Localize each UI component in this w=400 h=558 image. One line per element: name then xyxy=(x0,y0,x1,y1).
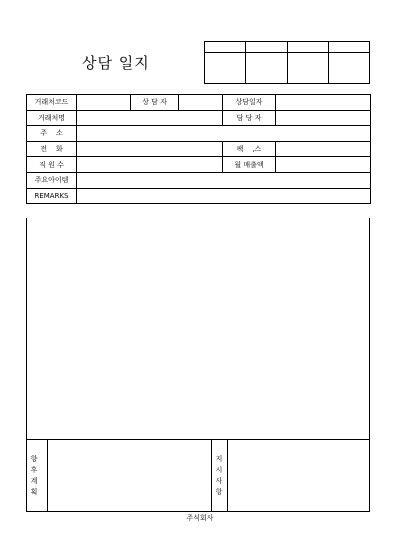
address-label: 주 소 xyxy=(27,126,77,142)
approval-header-cell xyxy=(205,42,246,53)
consultation-form-table xyxy=(26,94,371,204)
bottom-section xyxy=(26,439,370,512)
approval-header-cell xyxy=(328,42,369,53)
partner-code-label: 거래처코드 xyxy=(27,95,77,111)
approval-header-cell xyxy=(246,42,287,53)
fax-field[interactable] xyxy=(276,141,371,157)
page-title: 상담 일지 xyxy=(82,54,150,72)
consultation-content-area[interactable] xyxy=(26,218,370,440)
partner-code-field[interactable] xyxy=(77,95,131,111)
monthly-sales-label: 월 매출액 xyxy=(223,157,276,173)
fax-label: 팩 ,스 xyxy=(223,141,276,157)
counselor-field[interactable] xyxy=(179,95,223,111)
instructions-label xyxy=(213,454,225,498)
future-plan-char: 후 xyxy=(30,466,38,474)
main-items-label: 주요아이템 xyxy=(27,172,77,188)
future-plan-char: 계 xyxy=(30,477,38,485)
partner-name-field[interactable] xyxy=(77,110,223,126)
person-in-charge-field[interactable] xyxy=(276,110,371,126)
counselor-label: 상 담 자 xyxy=(131,95,179,111)
future-plan-label xyxy=(28,454,40,498)
approval-sign-cell[interactable] xyxy=(205,53,246,84)
partner-name-label: 거래처명 xyxy=(27,110,77,126)
instructions-char: 사 xyxy=(215,477,223,485)
main-items-field[interactable] xyxy=(77,172,371,188)
approval-sign-cell[interactable] xyxy=(328,53,369,84)
remarks-field[interactable] xyxy=(77,188,371,204)
instructions-field[interactable] xyxy=(228,440,369,511)
future-plan-field[interactable] xyxy=(48,440,211,511)
employees-field[interactable] xyxy=(77,157,223,173)
consult-date-label: 상담일자 xyxy=(223,95,276,111)
future-plan-char: 향 xyxy=(30,455,38,463)
approval-header-cell xyxy=(287,42,328,53)
instructions-char: 지 xyxy=(215,455,223,463)
person-in-charge-label: 담 당 자 xyxy=(223,110,276,126)
employees-label: 직 원 수 xyxy=(27,157,77,173)
instructions-char: 시 xyxy=(215,466,223,474)
approval-sign-cell[interactable] xyxy=(287,53,328,84)
phone-field[interactable] xyxy=(77,141,223,157)
address-field[interactable] xyxy=(77,126,371,142)
company-footer: 주식회사 xyxy=(186,514,214,522)
consult-date-field[interactable] xyxy=(276,95,371,111)
phone-label: 전 화 xyxy=(27,141,77,157)
future-plan-char: 획 xyxy=(30,488,38,496)
remarks-label: REMARKS xyxy=(27,188,77,204)
instructions-char: 항 xyxy=(215,488,223,496)
approval-box xyxy=(204,41,370,84)
divider xyxy=(211,440,212,511)
approval-sign-cell[interactable] xyxy=(246,53,287,84)
monthly-sales-field[interactable] xyxy=(276,157,371,173)
